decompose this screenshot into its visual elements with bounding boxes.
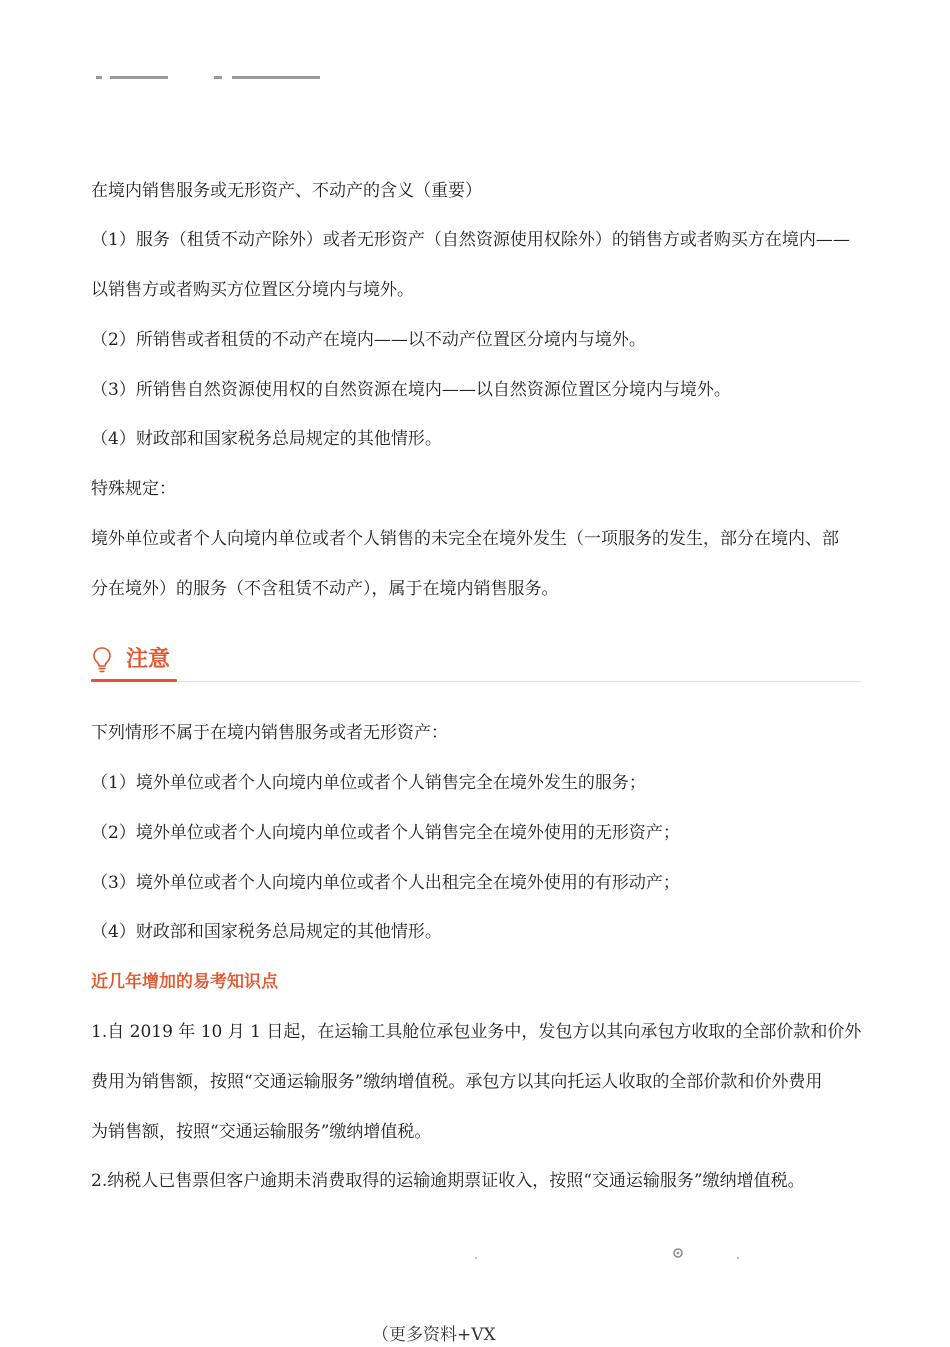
lightbulb-icon bbox=[91, 646, 113, 674]
definition-title: 在境内销售服务或无形资产、不动产的含义（重要） bbox=[91, 181, 482, 201]
exclusions-item-2: （2）境外单位或者个人向境内单位或者个人销售完全在境外使用的无形资产； bbox=[91, 823, 680, 843]
definition-item-1-line-1: （1）服务（租赁不动产除外）或者无形资产（自然资源使用权除外）的销售方或者购买方在境内—— bbox=[91, 230, 850, 250]
notice-divider bbox=[91, 681, 861, 682]
footer-text: （更多资料+VX bbox=[372, 1325, 496, 1345]
cropped-header-fragment bbox=[92, 70, 332, 84]
definition-item-4: （4）财政部和国家税务总局规定的其他情形。 bbox=[91, 429, 442, 449]
exclusions-item-1: （1）境外单位或者个人向境内单位或者个人销售完全在境外发生的服务； bbox=[91, 773, 646, 793]
exclusions-intro: 下列情形不属于在境内销售服务或者无形资产： bbox=[91, 723, 448, 743]
recent-p1-line-2: 费用为销售额，按照“交通运输服务”缴纳增值税。承包方以其向托运人收取的全部价款和价外费用 bbox=[91, 1072, 823, 1092]
recent-p1-line-3: 为销售额，按照“交通运输服务”缴纳增值税。 bbox=[91, 1122, 432, 1142]
exclusions-item-4: （4）财政部和国家税务总局规定的其他情形。 bbox=[91, 922, 442, 942]
special-line-2: 分在境外）的服务（不含租赁不动产），属于在境内销售服务。 bbox=[91, 579, 559, 599]
exclusions-item-3: （3）境外单位或者个人向境内单位或者个人出租完全在境外使用的有形动产； bbox=[91, 873, 680, 893]
definition-item-2: （2）所销售或者租赁的不动产在境内——以不动产位置区分境内与境外。 bbox=[91, 330, 646, 350]
notice-title: 注意 bbox=[126, 647, 171, 672]
recent-p2: 2.纳税人已售票但客户逾期未消费取得的运输逾期票证收入，按照“交通运输服务”缴纳增值税。 bbox=[91, 1171, 805, 1191]
definition-item-1-line-2: 以销售方或者购买方位置区分境内与境外。 bbox=[91, 280, 414, 300]
notice-underline bbox=[91, 679, 177, 682]
special-heading: 特殊规定： bbox=[91, 479, 176, 499]
recent-heading: 近几年增加的易考知识点 bbox=[91, 972, 278, 992]
special-line-1: 境外单位或者个人向境内单位或者个人销售的未完全在境外发生（一项服务的发生，部分在境内、部 bbox=[91, 529, 839, 549]
notice-header bbox=[91, 642, 861, 684]
footer-scan-marks bbox=[470, 1246, 770, 1266]
definition-item-3: （3）所销售自然资源使用权的自然资源在境内——以自然资源位置区分境内与境外。 bbox=[91, 380, 731, 400]
recent-p1-line-1: 1.自 2019 年 10 月 1 日起，在运输工具舱位承包业务中，发包方以其向承包方收取的全部价款和价外 bbox=[91, 1022, 862, 1042]
